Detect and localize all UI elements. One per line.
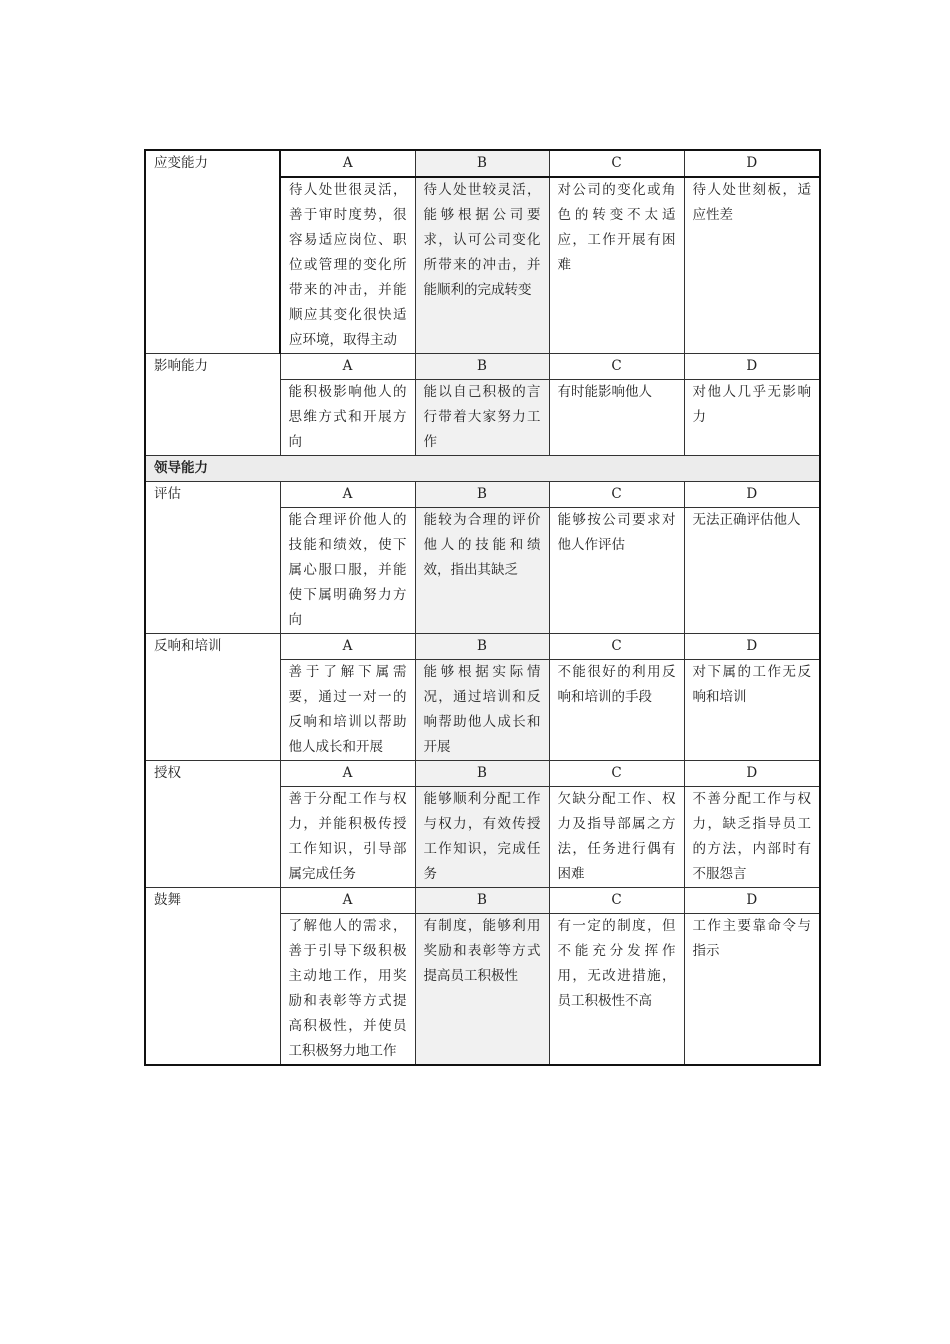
grade-c-description: 不能很好的利用反响和培训的手段 <box>549 660 684 761</box>
grade-row <box>145 634 820 660</box>
grade-c-header: C <box>549 354 684 380</box>
grade-a-description: 善于了解下属需要，通过一对一的反响和培训以帮助他人成长和开展 <box>280 660 415 761</box>
grade-b-header: B <box>415 888 549 914</box>
grade-b-description: 待人处世较灵活，能够根据公司要求，认可公司变化所带来的冲击，并能顺利的完成转变 <box>415 177 549 354</box>
grade-d-header: D <box>684 150 820 177</box>
grade-a-description: 能积极影响他人的思维方式和开展方向 <box>280 380 415 456</box>
grade-b-description: 有制度，能够利用奖励和表彰等方式提高员工积极性 <box>415 914 549 1066</box>
grade-d-header: D <box>684 888 820 914</box>
category-label: 影响能力 <box>145 354 280 456</box>
grade-c-header: C <box>549 888 684 914</box>
grade-d-description: 无法正确评估他人 <box>684 508 820 634</box>
grade-b-header: B <box>415 354 549 380</box>
grade-row <box>145 888 820 914</box>
grade-b-description: 能够根据实际情况，通过培训和反响帮助他人成长和开展 <box>415 660 549 761</box>
grade-a-description: 能合理评价他人的技能和绩效，使下属心服口服，并能使下属明确努力方向 <box>280 508 415 634</box>
category-label: 应变能力 <box>145 150 280 354</box>
section-title: 领导能力 <box>145 456 820 482</box>
grade-b-description: 能以自己积极的言行带着大家努力工作 <box>415 380 549 456</box>
grade-d-header: D <box>684 761 820 787</box>
grade-a-header: A <box>280 634 415 660</box>
grade-d-header: D <box>684 482 820 508</box>
grade-d-description: 对下属的工作无反响和培训 <box>684 660 820 761</box>
grade-a-description: 善于分配工作与权力，并能积极传授工作知识，引导部属完成任务 <box>280 787 415 888</box>
grade-d-header: D <box>684 634 820 660</box>
grade-d-description: 待人处世刻板，适应性差 <box>684 177 820 354</box>
category-label: 鼓舞 <box>145 888 280 1066</box>
grade-b-header: B <box>415 634 549 660</box>
grade-b-description: 能较为合理的评价他人的技能和绩效，指出其缺乏 <box>415 508 549 634</box>
grade-d-description: 对他人几乎无影响力 <box>684 380 820 456</box>
grade-c-description: 欠缺分配工作、权力及指导部属之方法，任务进行偶有困难 <box>549 787 684 888</box>
category-label: 反响和培训 <box>145 634 280 761</box>
category-label: 评估 <box>145 482 280 634</box>
grade-c-header: C <box>549 634 684 660</box>
grade-a-header: A <box>280 482 415 508</box>
grade-row <box>145 761 820 787</box>
grade-c-header: C <box>549 482 684 508</box>
grade-d-header: D <box>684 354 820 380</box>
grade-c-header: C <box>549 761 684 787</box>
grade-c-description: 有时能影响他人 <box>549 380 684 456</box>
competency-evaluation-table <box>144 149 821 1066</box>
grade-b-description: 能够顺利分配工作与权力，有效传授工作知识，完成任务 <box>415 787 549 888</box>
grade-c-header: C <box>549 150 684 177</box>
grade-a-header: A <box>280 761 415 787</box>
grade-b-header: B <box>415 482 549 508</box>
grade-b-header: B <box>415 150 549 177</box>
grade-a-header: A <box>280 354 415 380</box>
grade-b-header: B <box>415 761 549 787</box>
category-label: 授权 <box>145 761 280 888</box>
grade-a-header: A <box>280 888 415 914</box>
grade-row <box>145 482 820 508</box>
grade-a-description: 待人处世很灵活，善于审时度势，很容易适应岗位、职位或管理的变化所带来的冲击，并能顺应其变化很快适应环境，取得主动 <box>280 177 415 354</box>
grade-c-description: 能够按公司要求对他人作评估 <box>549 508 684 634</box>
grade-c-description: 有一定的制度，但不能充分发挥作用，无改进措施，员工积极性不高 <box>549 914 684 1066</box>
grade-c-description: 对公司的变化或角色的转变不太适应，工作开展有困难 <box>549 177 684 354</box>
grade-d-description: 不善分配工作与权力，缺乏指导员工的方法，内部时有不服怨言 <box>684 787 820 888</box>
grade-a-header: A <box>280 150 415 177</box>
grade-row <box>145 150 820 177</box>
section-row <box>145 456 820 482</box>
grade-a-description: 了解他人的需求，善于引导下级积极主动地工作，用奖励和表彰等方式提高积极性，并使员工积极努力地工作 <box>280 914 415 1066</box>
grade-d-description: 工作主要靠命令与指示 <box>684 914 820 1066</box>
grade-row <box>145 354 820 380</box>
